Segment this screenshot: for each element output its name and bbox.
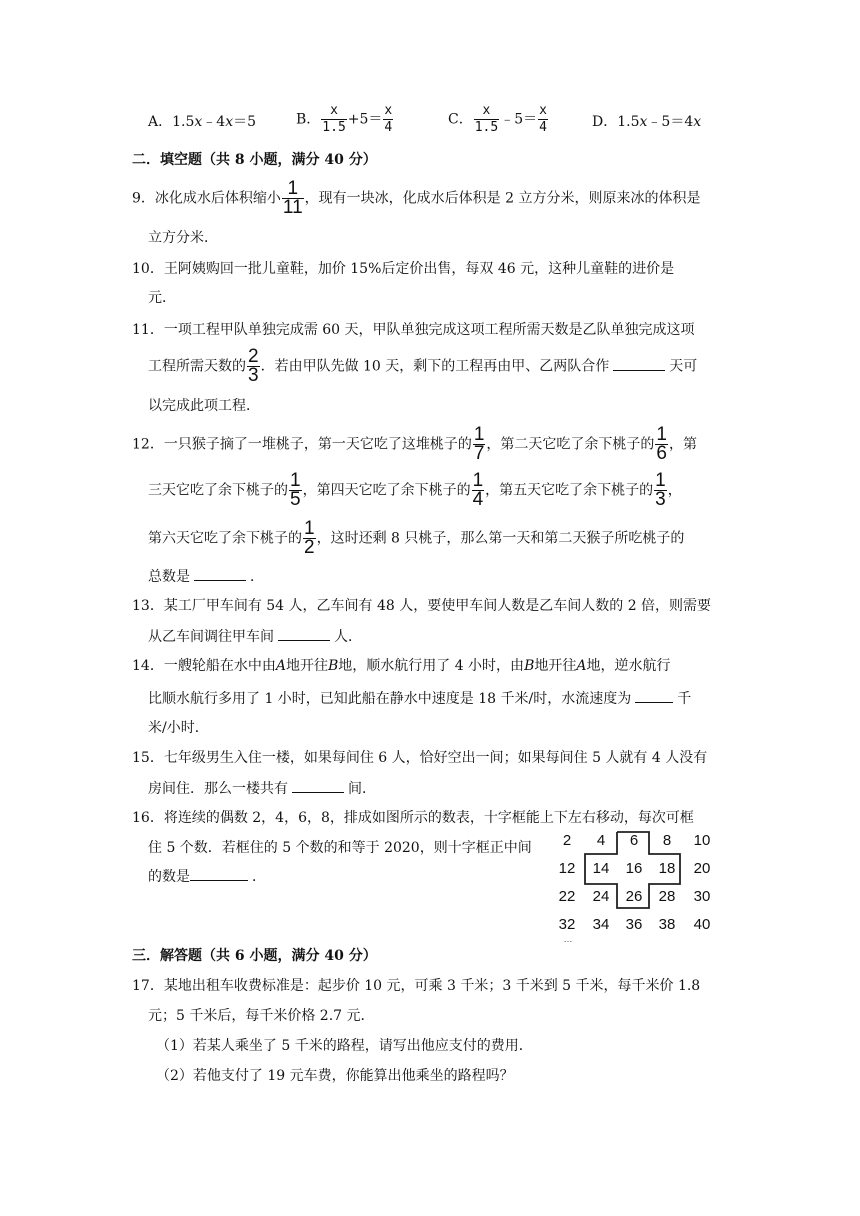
variable-b: B	[524, 658, 535, 674]
question-15-text: 间．	[348, 781, 376, 797]
question-10-line: 元．	[148, 290, 176, 306]
answer-blank[interactable]	[613, 356, 665, 371]
table-cell: 36	[625, 916, 643, 933]
table-cell: 28	[658, 888, 676, 905]
fraction-numerator: x	[330, 103, 338, 118]
table-cell: 34	[592, 916, 610, 933]
question-17-line: 17．某地出租车收费标准是：起步价 10 元，可乘 3 千米；3 千米到 5 千米，每千米价 1.8	[132, 978, 701, 994]
question-14-text: 比顺水航行多用了 1 小时，已知此船在静水中速度是 18 千米/时，水流速度为	[148, 691, 632, 707]
question-11-text: 天可	[669, 358, 698, 375]
question-12-text: 总数是	[148, 569, 190, 585]
question-14-text: 千	[677, 691, 692, 707]
table-cell: 2	[562, 832, 572, 849]
table-cell: 26	[625, 888, 643, 905]
table-cell: 22	[558, 888, 576, 905]
question-13-line	[148, 626, 362, 647]
answer-blank[interactable]	[194, 566, 246, 581]
fraction	[383, 103, 393, 136]
answer-blank[interactable]	[635, 688, 673, 703]
fraction	[538, 103, 548, 136]
fraction-numerator: 1	[304, 518, 315, 539]
question-12-text: ，	[667, 482, 682, 499]
question-16-line: 住 5 个数．若框住的 5 个数的和等于 2020，则十字框正中间	[148, 840, 532, 856]
question-16-line	[148, 866, 266, 887]
question-12-text: ，第	[668, 436, 697, 453]
question-12-text: 第六天它吃了余下桃子的	[148, 530, 302, 547]
table-cell: 16	[625, 860, 643, 877]
answer-blank[interactable]	[278, 626, 330, 641]
fraction-denominator: 1.5	[474, 120, 499, 135]
fraction-denominator: 5	[290, 489, 301, 510]
question-9-line: 立方分米．	[148, 230, 218, 246]
option-a-text: ﹣4	[202, 114, 226, 130]
question-12-line	[148, 566, 264, 587]
question-9-text: 9．冰化成水后体积缩小	[132, 190, 281, 207]
fraction-numerator: 1	[472, 470, 484, 491]
fraction-numerator: x	[539, 103, 547, 118]
variable-x: x	[194, 114, 203, 130]
option-d-text: D．1.5	[592, 114, 640, 130]
question-11-text: ．若由甲队先做 10 天，剩下的工程再由甲、乙两队合作	[260, 358, 610, 375]
table-cell: 10	[693, 832, 711, 849]
fraction-denominator: 7	[473, 443, 485, 464]
option-b-text: +5＝	[347, 111, 383, 128]
fraction	[247, 348, 260, 385]
question-17-line: 元；5 千米后，每千米价格 2.7 元．	[148, 1008, 375, 1024]
question-11-text: 工程所需天数的	[148, 358, 246, 375]
question-14-line	[148, 688, 691, 709]
variable-x: x	[693, 114, 702, 130]
fraction	[472, 472, 485, 509]
fraction-numerator: 1	[287, 178, 299, 199]
variable-b: B	[327, 658, 339, 674]
table-more-ellipsis: …	[563, 934, 573, 944]
table-cell: 24	[592, 888, 610, 905]
fraction	[289, 472, 302, 509]
question-14-line: 米/小时．	[148, 720, 209, 736]
fraction	[303, 520, 316, 557]
question-17-sub-2: （2）若他支付了 19 元车费，你能算出他乘坐的路程吗？	[156, 1068, 514, 1084]
option-a-text: A．1.5	[148, 114, 195, 130]
fraction	[473, 426, 486, 463]
fraction-numerator: 2	[248, 346, 259, 367]
option-b	[296, 103, 394, 136]
fraction-denominator: 3	[248, 365, 259, 386]
fraction-numerator: 1	[290, 470, 301, 491]
question-15-line: 15．七年级男生入住一楼，如果每间住 6 人，恰好空出一间；如果每间住 5 人就有 4 人没有	[132, 750, 708, 766]
table-cell: 12	[558, 860, 576, 877]
option-d	[592, 112, 701, 132]
question-12-line	[132, 426, 697, 463]
question-12-line	[148, 520, 684, 557]
option-a	[148, 112, 256, 132]
question-14-text: 地，顺水航行用了 4 小时，由	[338, 658, 525, 674]
variable-a: A	[275, 658, 286, 674]
table-cell: 30	[693, 888, 711, 905]
question-12-text: ．	[250, 569, 264, 585]
table-cell: 18	[658, 860, 676, 877]
question-12-text: ，第四天它吃了余下桃子的	[302, 482, 471, 499]
table-cell: 40	[693, 916, 711, 933]
question-13-line: 13．某工厂甲车间有 54 人，乙车间有 48 人，要使甲车间人数是乙车间人数的 2 倍，则需要	[132, 598, 712, 614]
table-cell: 32	[558, 916, 576, 933]
question-11-line	[148, 348, 697, 385]
table-cell: 8	[662, 832, 672, 849]
table-cell: 6	[629, 832, 639, 849]
table-cell: 20	[693, 860, 711, 877]
question-14-text: 地开往	[285, 658, 328, 674]
option-c	[448, 103, 549, 136]
fraction-denominator: 4	[539, 120, 547, 135]
fraction-numerator: 1	[656, 424, 667, 445]
option-b-label: B．	[296, 111, 321, 128]
question-12-line	[148, 472, 682, 509]
table-cell: 38	[658, 916, 676, 933]
fraction	[474, 103, 499, 136]
question-9-line	[132, 180, 700, 217]
fraction	[654, 472, 667, 509]
fraction-denominator: 4	[384, 120, 393, 135]
question-12-text: ，第五天它吃了余下桃子的	[485, 482, 654, 499]
variable-x: x	[639, 114, 648, 130]
question-16-text: ．	[252, 869, 266, 885]
table-cell: 14	[592, 860, 610, 877]
variable-x: x	[225, 114, 234, 130]
option-d-text: ﹣5＝4	[647, 114, 694, 130]
fraction-denominator: 4	[472, 489, 484, 510]
fraction	[655, 426, 668, 463]
question-13-text: 人．	[334, 629, 362, 645]
section-3-title: 三．解答题（共 6 小题，满分 40 分）	[132, 948, 377, 964]
question-12-text: 12．一只猴子摘了一堆桃子，第一天它吃了这堆桃子的	[132, 436, 472, 453]
question-9-text: ，现有一块冰，化成水后体积是 2 立方分米，则原来冰的体积是	[304, 190, 701, 207]
question-17-sub-1: （1）若某人乘坐了 5 千米的路程，请写出他应支付的费用．	[156, 1038, 533, 1054]
question-15-text: 房间住．那么一楼共有	[148, 781, 288, 797]
question-11-line: 11．一项工程甲队单独完成需 60 天，甲队单独完成这项工程所需天数是乙队单独完成这项	[132, 322, 695, 338]
question-10-line: 10．王阿姨购回一批儿童鞋，加价 15%后定价出售，每双 46 元，这种儿童鞋的进价是	[132, 261, 675, 277]
variable-a: A	[576, 658, 587, 674]
fraction-denominator: 3	[655, 489, 666, 510]
fraction-numerator: 1	[655, 470, 666, 491]
number-table-figure	[552, 826, 720, 944]
question-16-line: 16．将连续的偶数 2，4，6，8，排成如图所示的数表，十字框能上下左右移动，每次可框	[132, 810, 694, 826]
fraction	[282, 180, 304, 217]
answer-blank[interactable]	[292, 778, 344, 793]
question-14-text: 地，逆水航行	[586, 658, 671, 674]
question-16-text: 的数是	[148, 869, 190, 885]
option-a-text: ＝5	[233, 114, 257, 130]
option-c-text: ﹣5＝	[500, 111, 538, 128]
question-11-line: 以完成此项工程．	[148, 398, 260, 414]
fraction-numerator: x	[384, 103, 393, 118]
fraction-denominator: 2	[304, 537, 315, 558]
question-14-line	[132, 656, 670, 676]
question-12-text: ，这时还剩 8 只桃子，那么第一天和第二天猴子所吃桃子的	[316, 530, 685, 547]
question-12-text: 三天它吃了余下桃子的	[148, 482, 288, 499]
fraction-denominator: 11	[282, 197, 303, 218]
fraction	[321, 103, 346, 136]
question-14-text: 地开往	[534, 658, 577, 674]
fraction-numerator: 1	[473, 424, 485, 445]
question-13-text: 从乙车间调往甲车间	[148, 629, 274, 645]
question-14-text: 14．一艘轮船在水中由	[132, 658, 276, 674]
table-cell: 4	[596, 832, 606, 849]
question-15-line	[148, 778, 376, 799]
option-c-label: C．	[448, 111, 473, 128]
fraction-denominator: 1.5	[322, 120, 346, 135]
question-12-text: ，第二天它吃了余下桃子的	[486, 436, 655, 453]
fraction-numerator: x	[482, 103, 491, 118]
section-2-title: 二．填空题（共 8 小题，满分 40 分）	[132, 152, 377, 168]
fraction-denominator: 6	[656, 443, 667, 464]
answer-blank[interactable]	[190, 866, 248, 881]
